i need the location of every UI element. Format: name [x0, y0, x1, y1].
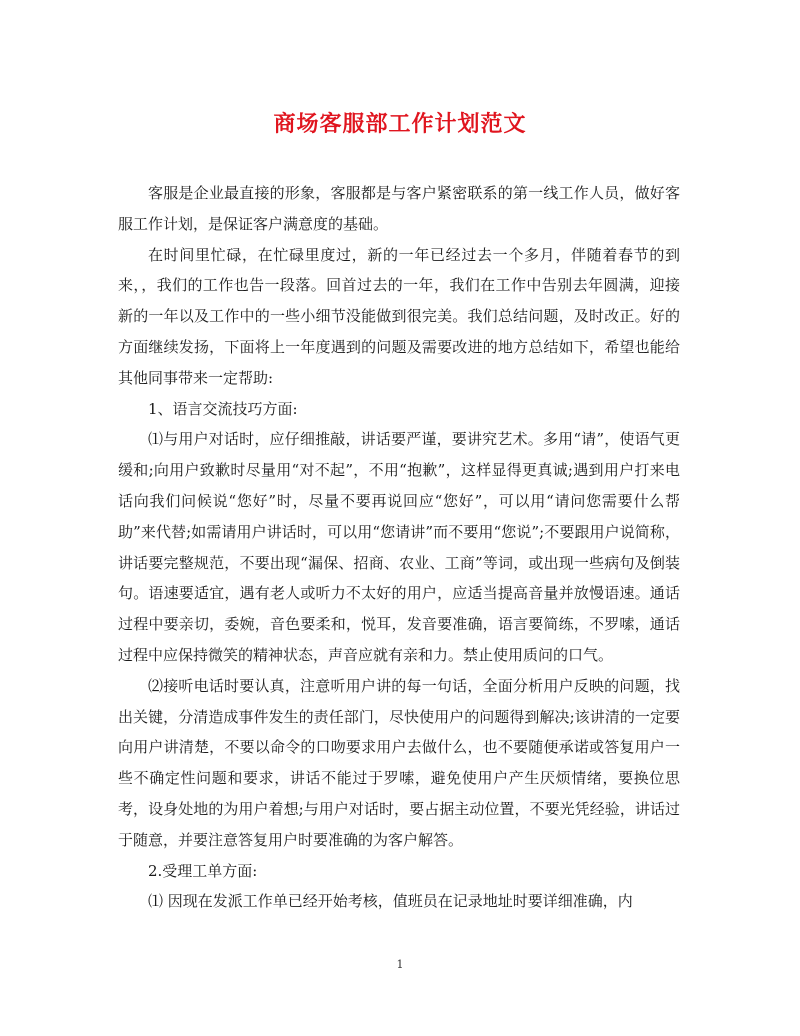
paragraph-item-2: ⑵接听电话时要认真，注意听用户讲的每一句话，全面分析用户反映的问题，找出关键，分清造成事件发生的责任部门，尽快使用户的问题得到解决;该讲清的一定要向用户讲清楚，不要以命令的口吻要求用户去做什么，也不要随便承诺或答复用户一些不确定性问题和要求，讲话不能过于罗嗦，避免使用户产生厌烦情绪，要换位思考，设身处地的为用户着想;与用户对话时，要占据主动位置，不要光凭经验，讲话过于随意，并要注意答复用户时要准确的为客户解答。	[118, 676, 680, 849]
paragraph-item-1: ⑴与用户对话时，应仔细推敲，讲话要严谨，要讲究艺术。多用“请”，使语气更缓和;向用户致歉时尽量用“对不起”，不用“抱歉”，这样显得更真诚;遇到用户打来电话向我们问候说“您好”时，尽量不要再说回应“您好”，可以用“请问您需要什么帮助”来代替;如需请用户讲话时，可以用“您请讲”而不要用“您说”;不要跟用户说简称，讲话要完整规范，不要出现“漏保、招商、农业、工商”等词，或出现一些病句及倒装句。语速要适宜，遇有老人或听力不太好的用户，应适当提高音量并放慢语速。通话过程中要亲切，委婉，音色要柔和，悦耳，发音要准确，语言要简练，不罗嗦，通话过程中应保持微笑的精神状态，声音应就有亲和力。禁止使用质问的口气。	[118, 430, 680, 664]
paragraph-work-order-item-1: ⑴ 因现在发派工作单已经开始考核，值班员在记录地址时要详细准确，内	[148, 892, 633, 911]
document-body	[118, 178, 680, 917]
paragraph-intro: 客服是企业最直接的形象，客服都是与客户紧密联系的第一线工作人员，做好客服工作计划，是保证客户满意度的基础。	[118, 184, 680, 233]
section-heading-language-skills: 1、语言交流技巧方面:	[148, 399, 298, 418]
document-title: 商场客服部工作计划范文	[273, 111, 527, 137]
page-number: 1	[396, 958, 404, 971]
paragraph-review: 在时间里忙碌，在忙碌里度过，新的一年已经过去一个多月，伴随着春节的到来，，我们的工作也告一段落。回首过去的一年，我们在工作中告别去年圆满，迎接新的一年以及工作中的一些小细节没能做到很完美。我们总结问题，及时改正。好的方面继续发扬，下面将上一年度遇到的问题及需要改进的地方总结如下，希望也能给其他同事带来一定帮助:	[118, 245, 680, 387]
section-heading-work-orders: 2.受理工单方面:	[148, 861, 258, 880]
